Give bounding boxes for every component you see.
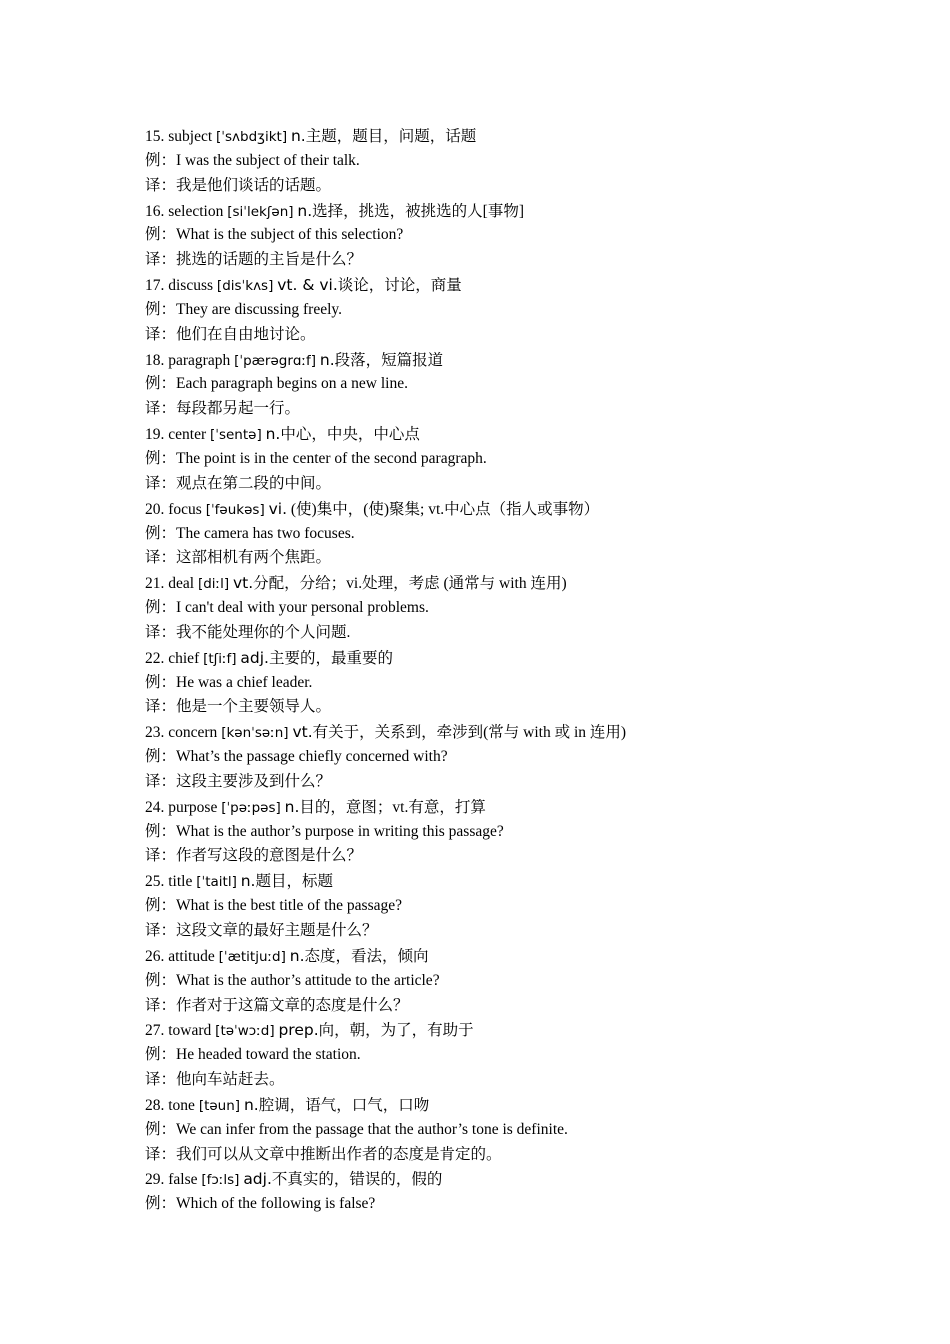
entry-word: concern	[168, 724, 218, 742]
entry-phonetic: [disˈkʌs]	[216, 278, 274, 295]
entry-part-of-speech: vt. & vi.	[277, 276, 338, 295]
translation-label: 译：	[145, 1071, 177, 1089]
entry-word: selection	[168, 202, 224, 220]
entry-phonetic: [tʃiːf]	[203, 650, 237, 667]
entry-heading	[145, 1093, 885, 1118]
translation-text: 作者对于这篇文章的态度是什么？	[176, 996, 409, 1014]
translation-line	[145, 174, 885, 199]
entry-meaning: 段落，短篇报道	[334, 351, 444, 369]
example-line	[145, 223, 885, 248]
example-sentence: I was the subject of their talk.	[176, 151, 360, 169]
example-line	[145, 447, 885, 472]
example-label: 例：	[145, 1120, 177, 1138]
translation-line	[145, 1068, 885, 1093]
translation-text: 这部相机有两个焦距。	[176, 549, 332, 567]
entry-phonetic: [ˈsentə]	[209, 427, 262, 444]
entry-number: 21.	[145, 575, 165, 593]
entry-heading	[145, 571, 885, 596]
example-label: 例：	[145, 300, 177, 318]
translation-label: 译：	[145, 623, 177, 641]
translation-label: 译：	[145, 549, 177, 567]
entry-word: title	[168, 873, 193, 891]
example-sentence: The camera has two focuses.	[176, 524, 355, 542]
entry-heading	[145, 944, 885, 969]
example-label: 例：	[145, 673, 177, 691]
translation-label: 译：	[145, 996, 177, 1014]
entry-part-of-speech: n.	[240, 872, 256, 891]
entry-number: 27.	[145, 1022, 165, 1040]
example-label: 例：	[145, 897, 177, 915]
entry-meaning: 选择，挑选，被挑选的人[事物]	[312, 202, 524, 220]
translation-line	[145, 397, 885, 422]
translation-line	[145, 994, 885, 1019]
entry-heading	[145, 795, 885, 820]
example-line	[145, 372, 885, 397]
entry-word: center	[168, 426, 207, 444]
entry-meaning: 谈论，讨论，商量	[337, 277, 462, 295]
translation-label: 译：	[145, 772, 177, 790]
entry-part-of-speech: adj.	[240, 648, 269, 667]
example-label: 例：	[145, 226, 177, 244]
translation-label: 译：	[145, 1145, 177, 1163]
entry-number: 16.	[145, 202, 165, 220]
entry-part-of-speech: vi.	[268, 499, 288, 518]
entry-word: toward	[168, 1022, 212, 1040]
translation-text: 作者写这段的意图是什么？	[176, 847, 363, 865]
entry-number: 19.	[145, 426, 165, 444]
entry-meaning: 向，朝，为了，有助于	[318, 1022, 474, 1040]
entry-word: chief	[168, 649, 200, 667]
translation-line	[145, 844, 885, 869]
entry-word: purpose	[168, 798, 218, 816]
translation-text: 这段文章的最好主题是什么？	[176, 922, 378, 939]
entry-word: false	[168, 1171, 198, 1189]
example-sentence: He was a chief leader.	[176, 673, 313, 691]
example-line	[145, 745, 885, 770]
entry-heading	[145, 1167, 885, 1192]
example-label: 例：	[145, 151, 177, 169]
entry-heading	[145, 348, 885, 373]
example-label: 例：	[145, 1195, 177, 1213]
entry-number: 29.	[145, 1171, 165, 1189]
entry-phonetic: [kənˈsəːn]	[221, 725, 289, 742]
translation-text: 观点在第二段的中间。	[176, 474, 332, 492]
example-label: 例：	[145, 971, 177, 989]
entry-part-of-speech: n.	[265, 425, 281, 444]
translation-text: 我是他们谈话的话题。	[176, 176, 332, 194]
translation-label: 译：	[145, 176, 177, 194]
example-line	[145, 522, 885, 547]
entry-number: 18.	[145, 351, 165, 369]
entry-phonetic: [ˈpærəgrɑːf]	[234, 352, 317, 369]
entry-meaning: (使)集中，(使)聚集; vt.中心点（指人或事物）	[287, 500, 600, 518]
entry-heading	[145, 720, 885, 745]
example-line	[145, 298, 885, 323]
example-sentence: What’s the passage chiefly concerned with?	[176, 748, 448, 766]
entry-phonetic: [ˈætitjuːd]	[218, 948, 286, 965]
translation-label: 译：	[145, 922, 177, 939]
entry-meaning: 主要的，最重要的	[268, 649, 393, 667]
entry-meaning: 有关于，关系到，牵涉到(常与 with 或 in 连用)	[312, 724, 627, 742]
example-sentence: Which of the following is false?	[176, 1195, 376, 1213]
vocabulary-list	[145, 124, 885, 1217]
example-sentence: What is the author’s purpose in writing this passage?	[176, 822, 504, 840]
entry-phonetic: [ˈtaitl]	[196, 874, 237, 891]
entry-heading	[145, 646, 885, 671]
entry-phonetic: [diːl]	[197, 576, 230, 593]
entry-word: deal	[168, 575, 195, 593]
translation-line	[145, 248, 885, 273]
example-label: 例：	[145, 599, 177, 617]
entry-part-of-speech: prep.	[278, 1021, 319, 1040]
entry-meaning: 题目，标题	[255, 873, 333, 891]
translation-text: 他向车站赶去。	[176, 1071, 285, 1089]
entry-phonetic: [ˈpəːpəs]	[221, 799, 281, 816]
translation-text: 我不能处理你的个人问题.	[176, 623, 351, 641]
entry-word: attitude	[168, 947, 215, 965]
translation-line	[145, 323, 885, 348]
example-label: 例：	[145, 1046, 177, 1064]
example-line	[145, 149, 885, 174]
translation-line	[145, 472, 885, 497]
entry-part-of-speech: n.	[297, 201, 313, 220]
entry-part-of-speech: n.	[319, 350, 335, 369]
example-sentence: Each paragraph begins on a new line.	[176, 375, 408, 393]
entry-phonetic: [siˈlekʃən]	[227, 203, 294, 220]
example-sentence: The point is in the center of the second paragraph.	[176, 449, 487, 467]
entry-number: 26.	[145, 947, 165, 965]
entry-heading	[145, 124, 885, 149]
example-line	[145, 1043, 885, 1068]
entry-heading	[145, 422, 885, 447]
example-line	[145, 596, 885, 621]
example-label: 例：	[145, 449, 177, 467]
example-label: 例：	[145, 822, 177, 840]
entry-meaning: 态度，看法，倾向	[304, 947, 429, 965]
example-line	[145, 894, 885, 919]
entry-part-of-speech: n.	[243, 1095, 259, 1114]
entry-meaning: 中心，中央，中心点	[280, 426, 420, 444]
translation-text: 他是一个主要领导人。	[176, 698, 332, 716]
entry-number: 22.	[145, 649, 165, 667]
translation-text: 我们可以从文章中推断出作者的态度是肯定的。	[176, 1145, 502, 1163]
example-sentence: I can't deal with your personal problems.	[176, 599, 429, 617]
translation-text: 他们在自由地讨论。	[176, 325, 316, 343]
example-line	[145, 820, 885, 845]
entry-meaning: 不真实的，错误的，假的	[271, 1171, 443, 1189]
entry-phonetic: [təˈwɔːd]	[215, 1023, 275, 1040]
translation-label: 译：	[145, 474, 177, 492]
entry-meaning: 腔调，语气，口气，口吻	[258, 1096, 430, 1114]
entry-number: 24.	[145, 798, 165, 816]
entry-heading	[145, 869, 885, 894]
translation-label: 译：	[145, 847, 177, 865]
entry-number: 28.	[145, 1096, 165, 1114]
entry-heading	[145, 273, 885, 298]
entry-word: discuss	[168, 277, 214, 295]
translation-label: 译：	[145, 325, 177, 343]
entry-part-of-speech: n.	[284, 797, 300, 816]
entry-heading	[145, 199, 885, 224]
entry-word: tone	[168, 1096, 195, 1114]
translation-text: 每段都另起一行。	[176, 400, 301, 418]
entry-word: subject	[168, 128, 213, 145]
translation-line	[145, 1143, 885, 1168]
example-line	[145, 671, 885, 696]
translation-line	[145, 695, 885, 720]
example-line	[145, 969, 885, 994]
example-label: 例：	[145, 375, 177, 393]
entry-meaning: 目的，意图；vt.有意，打算	[299, 798, 486, 816]
entry-number: 15.	[145, 128, 165, 145]
example-line	[145, 1192, 885, 1217]
example-label: 例：	[145, 524, 177, 542]
entry-heading	[145, 1018, 885, 1043]
entry-phonetic: [ˈsʌbdʒikt]	[216, 129, 288, 145]
translation-label: 译：	[145, 400, 177, 418]
entry-word: paragraph	[168, 351, 231, 369]
entry-part-of-speech: n.	[289, 946, 305, 965]
translation-line	[145, 919, 885, 944]
entry-meaning: 分配，分给；vi.处理，考虑 (通常与 with 连用)	[253, 575, 567, 593]
example-line	[145, 1118, 885, 1143]
entry-part-of-speech: vt.	[292, 723, 313, 742]
translation-line	[145, 546, 885, 571]
entry-phonetic: [təun]	[198, 1097, 241, 1114]
translation-line	[145, 621, 885, 646]
translation-line	[145, 770, 885, 795]
entry-phonetic: [fɔːls]	[201, 1172, 240, 1189]
entry-part-of-speech: vt.	[232, 574, 254, 593]
example-sentence: He headed toward the station.	[176, 1046, 361, 1064]
example-sentence: What is the best title of the passage?	[176, 897, 402, 915]
entry-phonetic: [ˈfəukəs]	[205, 501, 265, 518]
translation-label: 译：	[145, 251, 177, 269]
example-label: 例：	[145, 748, 177, 766]
entry-number: 23.	[145, 724, 165, 742]
entry-number: 25.	[145, 873, 165, 891]
translation-label: 译：	[145, 698, 177, 716]
entry-heading	[145, 497, 885, 522]
entry-word: focus	[168, 500, 202, 518]
entry-part-of-speech: adj.	[243, 1170, 272, 1189]
entry-meaning: 主题，题目，问题，话题	[305, 128, 477, 145]
example-sentence: They are discussing freely.	[176, 300, 343, 318]
example-sentence: What is the author’s attitude to the article?	[176, 971, 440, 989]
entry-number: 20.	[145, 500, 165, 518]
example-sentence: What is the subject of this selection?	[176, 226, 404, 244]
translation-text: 挑选的话题的主旨是什么？	[176, 251, 363, 269]
example-sentence: We can infer from the passage that the author’s tone is definite.	[176, 1120, 568, 1138]
translation-text: 这段主要涉及到什么？	[176, 772, 332, 790]
entry-number: 17.	[145, 277, 165, 295]
entry-part-of-speech: n.	[290, 127, 306, 145]
